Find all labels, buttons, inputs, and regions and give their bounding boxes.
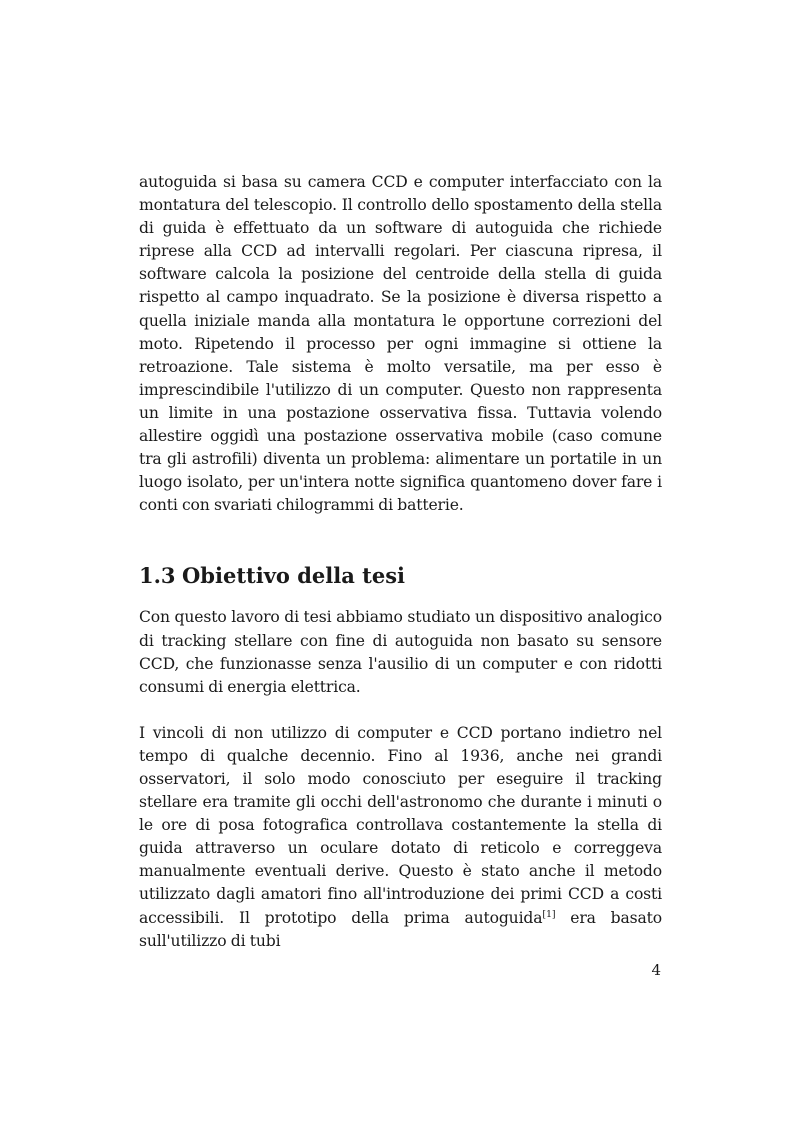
body-paragraph: [139, 722, 662, 953]
section-title: Obiettivo della tesi: [182, 563, 405, 589]
paragraph-text: I vincoli di non utilizzo di computer e CCD portano indietro nel tempo di qualche decennio. Fino al 1936, anche nei grandi osservatori, il solo modo conosciuto per eseguire il tracking stellare era tramite gli occhi dell'astronomo che durante i minuti o le ore di posa fotografica controllava costantemente la stella di guida attraverso un oculare dotato di reticolo e correggeva manualmente eventuali derive. Questo è stato anche il metodo utilizzato dagli amatori fino all'introduzione dei primi CCD a costi accessibili. Il prototipo della prima autoguida: [139, 723, 662, 927]
page-number: 4: [651, 961, 661, 979]
paragraph-text: era basato sull'utilizzo di tubi: [139, 908, 662, 950]
section-number: 1.3: [139, 563, 176, 589]
paragraph-spacer: [139, 699, 662, 722]
page-body: [139, 171, 662, 953]
citation-reference: [1]: [542, 908, 556, 920]
body-paragraph: autoguida si basa su camera CCD e computer interfacciato con la montatura del telescopio. Il controllo dello spostamento della stella di guida è effettuato da un software di autoguida che richiede riprese alla CCD ad intervalli regolari. Per ciascuna ripresa, il software calcola la posizione del centroide della stella di guida rispetto al campo inquadrato. Se la posizione è diversa rispetto a quella iniziale manda alla montatura le opportune correzioni del moto. Ripetendo il processo per ogni immagine si ottiene la retroazione. Tale sistema è molto versatile, ma per esso è imprescindibile l'utilizzo di un computer. Questo non rappresenta un limite in una postazione osservativa fissa. Tuttavia volendo allestire oggidì una postazione osservativa mobile (caso comune tra gli astrofili) diventa un problema: alimentare un portatile in un luogo isolato, per un'intera notte significa quantomeno dover fare i conti con svariati chilogrammi di batterie.: [139, 173, 662, 515]
section-heading: [139, 562, 662, 590]
body-paragraph: Con questo lavoro di tesi abbiamo studiato un dispositivo analogico di tracking stellare con fine di autoguida non basato su sensore CCD, che funzionasse senza l'ausilio di un computer e con ridotti consumi di energia elettrica.: [139, 608, 662, 696]
